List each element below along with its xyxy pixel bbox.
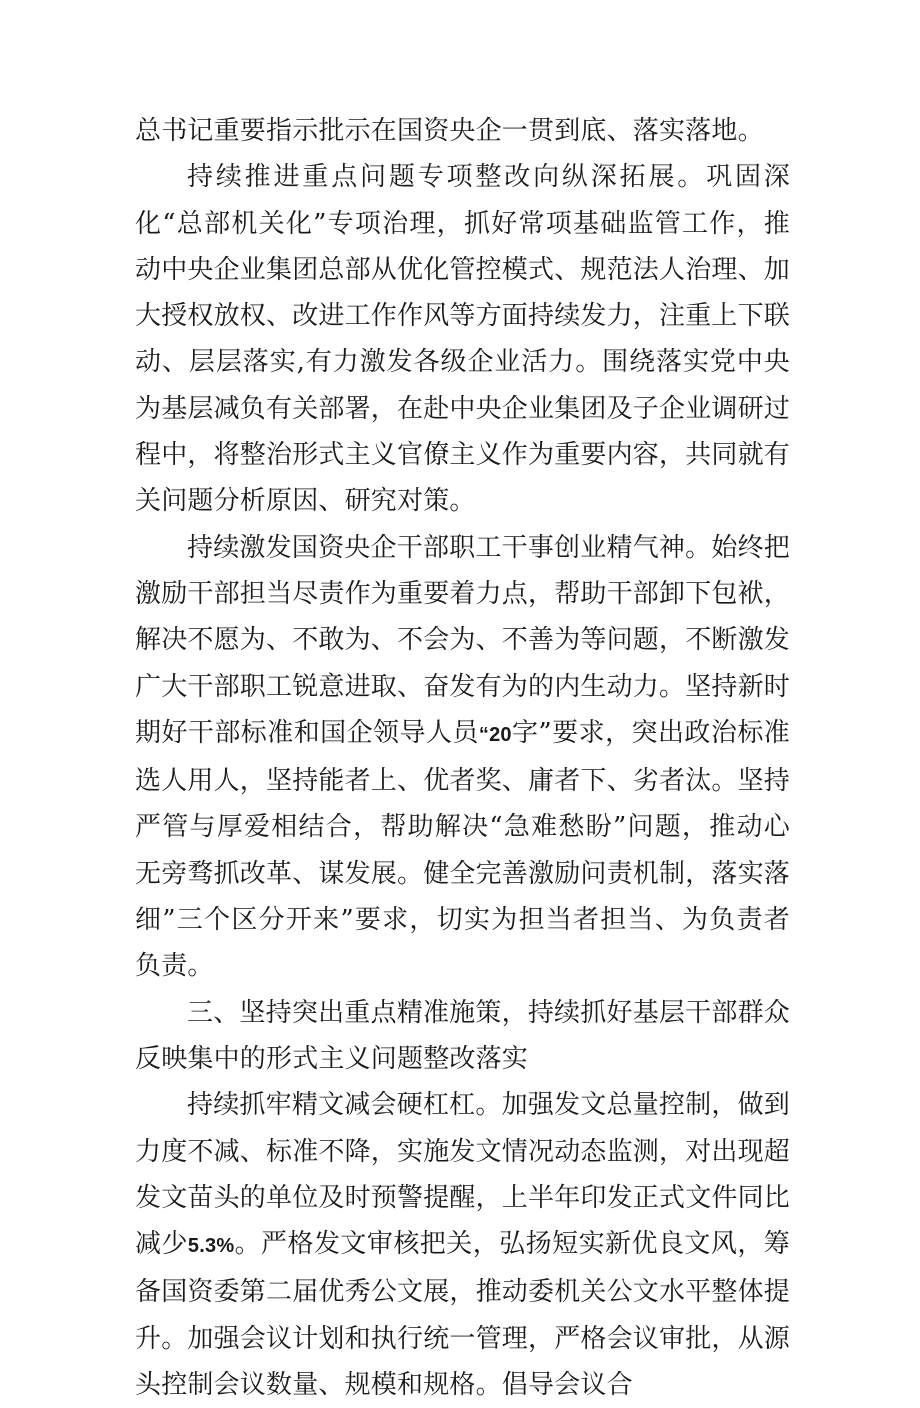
paragraph-documents-percentage: 5.3% — [187, 1235, 235, 1258]
section-heading-three: 三、坚持突出重点精准施策，持续抓好基层干部群众反映集中的形式主义问题整改落实 — [135, 997, 790, 1074]
paragraph-motivation-number: “20 — [478, 723, 512, 746]
paragraph-documents-text-2: 。严格发文审核把关，弘扬短实新优良文风，筹备国资委第二届优秀公文展，推动委机关公文水平整体提升。加强会议计划和执行统一管理，严格会议审批，从源头控制会议数量、规模和规格。倡导会议合 — [135, 1229, 791, 1401]
paragraph-documents-meetings — [135, 1082, 790, 1408]
paragraph-motivation-text-2: 字”要求，突出政治标准选人用人，坚持能者上、优者奖、庸者下、劣者汰。坚持严管与厚爱相结合，帮助解决“急难愁盼”问题，推动心无旁骛抓改革、谋发展。健全完善激励问责机制，落实落细”三个区分开来”要求，切实为担当者担当、为负责者负责。 — [135, 717, 791, 982]
paragraph-rectification: 持续推进重点问题专项整改向纵深拓展。巩固深化“总部机关化”专项治理，抓好常项基础监管工作，推动中央企业集团总部从优化管控模式、规范法人治理、加大授权放权、改进工作作风等方面持续发力，注重上下联动、层层落实,有力激发各级企业活力。围绕落实党中央为基层减负有关部署，在赴中央企业集团及子企业调研过程中，将整治形式主义官僚主义作为重要内容，共同就有关问题分析原因、研究对策。 — [135, 162, 791, 517]
document-body — [135, 108, 790, 1408]
paragraph-motivation — [135, 525, 790, 990]
paragraph-continuation: 总书记重要指示批示在国资央企一贯到底、落实落地。 — [135, 116, 764, 146]
paragraph-motivation-text-1: 持续激发国资央企干部职工干事创业精气神。始终把激励干部担当尽责作为重要着力点，帮助干部卸下包袱，解决不愿为、不敢为、不会为、不善为等问题，不断激发广大干部职工锐意进取、奋发有为的内生动力。坚持新时期好干部标准和国企领导人员 — [135, 532, 791, 748]
paragraph-documents-text-1: 持续抓牢精文减会硬杠杠。加强发文总量控制，做到力度不减、标准不降，实施发文情况动态监测，对出现超发文苗头的单位及时预警提醒，上半年印发正式文件同比减少 — [135, 1090, 791, 1260]
